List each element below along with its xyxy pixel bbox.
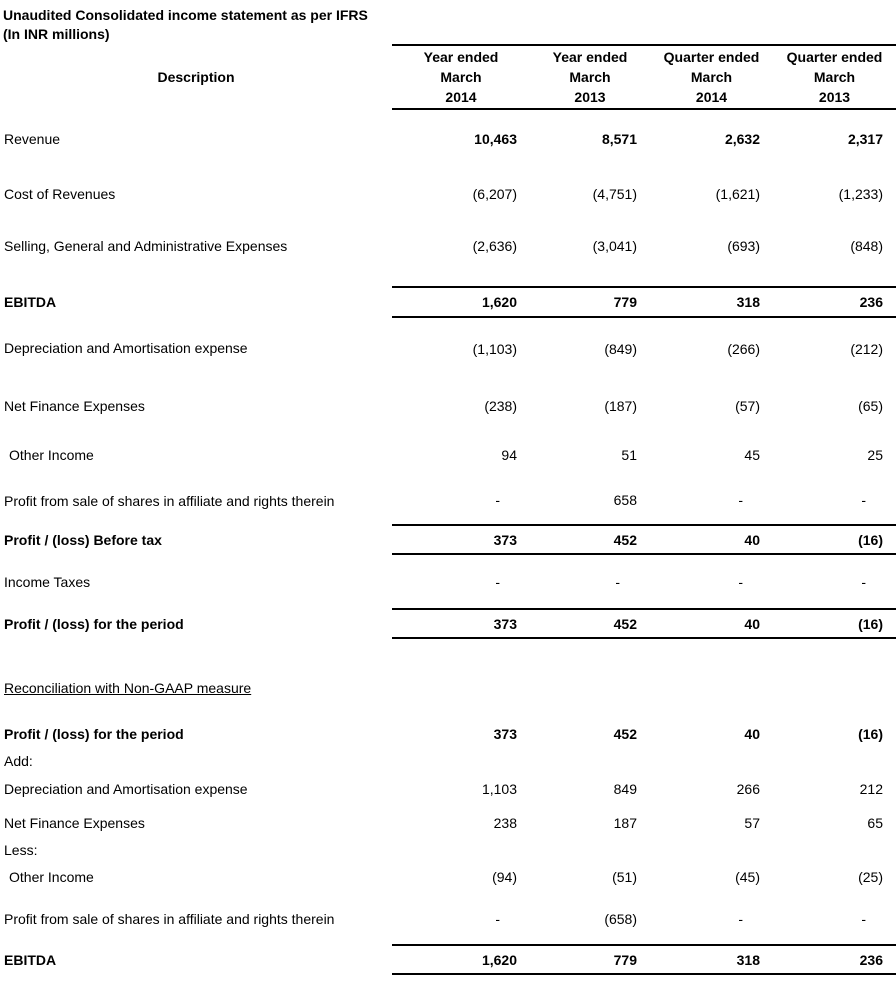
row-value: (51) xyxy=(612,869,637,885)
row-sga-expenses xyxy=(0,220,896,272)
spacer-row xyxy=(0,638,896,668)
header-line: Quarter ended xyxy=(663,49,760,65)
row-label: Cost of Revenues xyxy=(4,186,116,202)
row-value: (238) xyxy=(484,398,517,414)
row-value: (4,751) xyxy=(592,186,637,202)
row-value: - xyxy=(495,910,500,927)
row-value: - xyxy=(738,492,743,508)
row-value: (266) xyxy=(727,340,760,357)
row-value: 1,103 xyxy=(481,781,517,797)
column-header-year-ended-march-2014 xyxy=(392,45,530,109)
header-line: March xyxy=(813,69,856,85)
row-label: Depreciation and Amortisation expense xyxy=(4,781,248,797)
column-header-quarter-ended-march-2013 xyxy=(773,45,896,109)
row-value: (1,233) xyxy=(838,186,883,202)
header-line: Year ended xyxy=(423,49,499,65)
row-ebitda xyxy=(0,287,896,317)
row-value xyxy=(530,839,650,861)
row-value xyxy=(392,839,530,861)
row-label: Less: xyxy=(4,842,38,858)
table-header-row xyxy=(0,45,896,109)
spacer-row xyxy=(0,974,896,992)
column-header-description: Description xyxy=(157,69,235,85)
empty-cell xyxy=(392,668,530,708)
row-value: 452 xyxy=(613,726,637,742)
header-line: 2013 xyxy=(818,89,851,105)
row-net-finance-expenses xyxy=(0,379,896,433)
row-less-label xyxy=(0,839,896,861)
row-value: (1,621) xyxy=(715,186,760,202)
row-label: Profit / (loss) for the period xyxy=(4,726,184,742)
header-line: Year ended xyxy=(552,49,628,65)
row-recon-ebitda xyxy=(0,945,896,974)
row-value: (849) xyxy=(604,340,637,357)
row-label: Net Finance Expenses xyxy=(4,814,145,831)
row-value: - xyxy=(495,492,500,508)
spacer-row xyxy=(0,708,896,718)
spacer-row xyxy=(0,272,896,287)
row-value: - xyxy=(861,573,866,590)
row-value: - xyxy=(738,573,743,590)
row-value: - xyxy=(615,573,620,590)
row-value: (658) xyxy=(604,910,637,927)
row-value: (45) xyxy=(735,869,760,885)
row-value: 452 xyxy=(530,525,650,554)
row-depreciation-amortisation xyxy=(0,317,896,379)
row-value xyxy=(530,750,650,772)
row-value: 40 xyxy=(650,609,773,638)
row-value: 57 xyxy=(744,814,760,831)
row-value: 10,463 xyxy=(474,131,517,147)
row-label: Other Income xyxy=(9,446,94,463)
row-recon-profit-from-sale-of-shares xyxy=(0,893,896,945)
row-value: 8,571 xyxy=(601,131,637,147)
row-value: 65 xyxy=(867,814,883,831)
row-value: 266 xyxy=(736,781,760,797)
row-value: - xyxy=(861,492,866,508)
row-label: Revenue xyxy=(4,130,61,147)
row-value: (848) xyxy=(850,238,883,254)
row-value: - xyxy=(495,573,500,590)
row-cost-of-revenues xyxy=(0,168,896,220)
row-value: 236 xyxy=(773,287,896,317)
row-value: 212 xyxy=(859,781,883,797)
row-income-taxes xyxy=(0,554,896,609)
row-value: (65) xyxy=(858,398,883,414)
header-line: 2014 xyxy=(695,89,728,105)
row-other-income xyxy=(0,433,896,476)
row-recon-other-income xyxy=(0,861,896,893)
row-label: Profit / (loss) Before tax xyxy=(4,531,162,548)
row-label: Depreciation and Amortisation expense xyxy=(4,340,248,356)
row-value: (94) xyxy=(492,869,517,885)
row-value: 779 xyxy=(530,287,650,317)
page-subtitle: (In INR millions) xyxy=(3,26,110,42)
row-revenue xyxy=(0,109,896,168)
row-value: (6,207) xyxy=(472,186,517,202)
row-value: (16) xyxy=(773,525,896,554)
row-value: (2,636) xyxy=(472,238,517,254)
row-value xyxy=(773,839,896,861)
row-value: 452 xyxy=(530,609,650,638)
row-value: (16) xyxy=(773,609,896,638)
row-label: Income Taxes xyxy=(4,573,91,590)
row-value: 779 xyxy=(530,945,650,974)
row-value: 318 xyxy=(650,945,773,974)
row-value: (693) xyxy=(727,238,760,254)
row-value xyxy=(650,839,773,861)
row-recon-profit-for-the-period xyxy=(0,718,896,750)
row-value: 318 xyxy=(650,287,773,317)
row-value: 1,620 xyxy=(392,287,530,317)
row-value: 373 xyxy=(493,726,517,742)
empty-cell xyxy=(773,668,896,708)
row-value: (25) xyxy=(858,869,883,885)
row-label: Profit / (loss) for the period xyxy=(4,615,184,632)
row-recon-depreciation-amortisation xyxy=(0,772,896,806)
empty-cell xyxy=(650,668,773,708)
row-profit-from-sale-of-shares xyxy=(0,476,896,525)
row-value: 25 xyxy=(867,446,883,463)
row-value xyxy=(392,750,530,772)
row-label: Add: xyxy=(4,753,33,769)
row-value: 236 xyxy=(773,945,896,974)
header-line: March xyxy=(569,69,611,85)
header-line: 2013 xyxy=(574,89,606,105)
row-value: 45 xyxy=(744,446,760,463)
row-recon-net-finance-expenses xyxy=(0,806,896,839)
row-value: 373 xyxy=(392,609,530,638)
row-label: Net Finance Expenses xyxy=(4,398,145,414)
row-value: 187 xyxy=(613,814,637,831)
row-value: 238 xyxy=(493,814,517,831)
row-value: 2,632 xyxy=(724,131,760,147)
row-value xyxy=(773,750,896,772)
row-value: 658 xyxy=(613,492,637,508)
income-statement-table xyxy=(0,44,896,992)
page-title: Unaudited Consolidated income statement as per IFRS xyxy=(3,7,368,23)
row-add-label xyxy=(0,750,896,772)
row-value: 849 xyxy=(613,781,637,797)
row-value: 2,317 xyxy=(847,131,883,147)
row-label: Profit from sale of shares in affiliate and rights therein xyxy=(4,492,335,509)
row-label: EBITDA xyxy=(4,951,57,968)
header-line: March xyxy=(690,69,733,85)
row-label: Selling, General and Administrative Expenses xyxy=(4,238,288,254)
row-value: (1,103) xyxy=(472,340,517,357)
row-value: (57) xyxy=(735,398,760,414)
row-profit-for-the-period xyxy=(0,609,896,638)
row-value: 40 xyxy=(650,525,773,554)
row-value: 94 xyxy=(501,446,517,463)
section-heading: Reconciliation with Non-GAAP measure xyxy=(4,680,252,696)
row-value: 51 xyxy=(621,446,637,463)
row-value: 373 xyxy=(392,525,530,554)
row-value: (3,041) xyxy=(592,238,637,254)
column-header-quarter-ended-march-2014 xyxy=(650,45,773,109)
row-value xyxy=(650,750,773,772)
header-line: Quarter ended xyxy=(786,49,883,65)
header-line: 2014 xyxy=(445,89,477,105)
row-value: - xyxy=(738,910,743,927)
row-profit-before-tax xyxy=(0,525,896,554)
row-value: 1,620 xyxy=(392,945,530,974)
row-value: (187) xyxy=(604,398,637,414)
row-label: EBITDA xyxy=(4,294,57,310)
column-header-year-ended-march-2013 xyxy=(530,45,650,109)
row-value: (16) xyxy=(858,726,883,742)
row-value: - xyxy=(861,910,866,927)
row-label: Other Income xyxy=(9,869,94,885)
row-value: 40 xyxy=(744,726,760,742)
title-block xyxy=(0,0,896,44)
empty-cell xyxy=(530,668,650,708)
row-value: (212) xyxy=(850,340,883,357)
row-reconciliation-heading xyxy=(0,668,896,708)
row-label: Profit from sale of shares in affiliate and rights therein xyxy=(4,911,335,927)
header-line: March xyxy=(440,69,482,85)
